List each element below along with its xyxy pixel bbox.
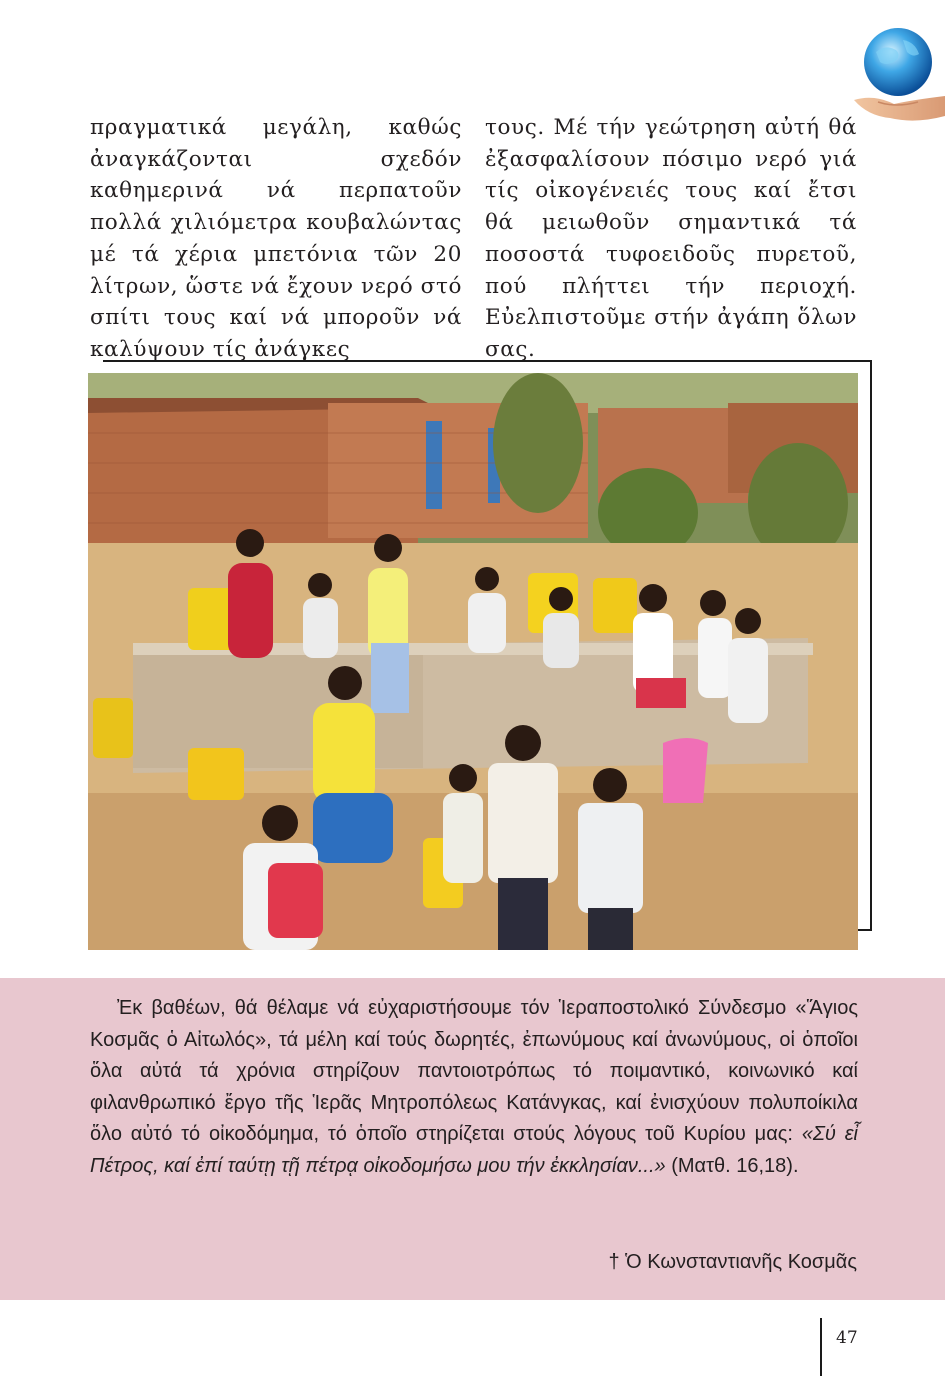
article-column-left xyxy=(90,112,462,366)
thanks-section xyxy=(90,993,858,1183)
article-column-right xyxy=(485,112,857,366)
page-number-rule xyxy=(820,1318,822,1376)
paragraph: τους. Μέ τήν γεώτρηση αὐτή θά ἐξασφαλίσουν πόσιμο νερό γιά τίς οἰκογένειές τους καί ἔτσι θά μειωθοῦν σημαντικά τά ποσοστά τυφοειδοῦς πυρετοῦ, πού πλήττει τήν περιοχή. Εὐελπιστοῦμε στήν ἀγάπη ὅλων σας. xyxy=(485,115,857,362)
globe-in-hand-icon xyxy=(848,22,945,130)
paragraph: πραγματικά μεγάλη, καθώς ἀναγκάζονται σχεδόν καθημερινά νά περπατοῦν πολλά χιλιόμετρα κουβαλώντας μέ τά χέρια μπετόνια τῶν 20 λίτρων, ὥστε νά ἔχουν νερό στό σπίτι τους καί νά μποροῦν νά καλύψουν τίς ἀνάγκες xyxy=(90,115,462,362)
thanks-paragraph xyxy=(90,993,858,1183)
page-number: 47 xyxy=(836,1328,858,1348)
water-well-children-photo xyxy=(88,373,858,950)
scripture-reference: (Ματθ. 16,18). xyxy=(665,1154,799,1177)
thanks-body: Ἐκ βαθέων, θά θέλαμε νά εὐχαριστήσουμε τόν Ἱεραποστολικό Σύνδεσμο «Ἅγιος Κοσμᾶς ὁ Αἰτωλός», τά μέλη καί τούς δωρητές, ἐπωνύμους καί ἀνωνύμους, οἱ ὁποῖοι ὅλα αὐτά τά χρόνια στηρίζουν παντοιοτρόπως τό ποιμαντικό, κοινωνικό καί φιλανθρωπικό ἔργο τῆς Ἱερᾶς Μητροπόλεως Κατάνγκας, καί ἐνισχύουν πολυποίκιλα ὅλο αὐτό τό οἰκοδόμημα, τό ὁποῖο στηρίζεται στούς λόγους τοῦ Κυρίου μας: xyxy=(90,997,858,1146)
scripture-quote: «Σύ εἶ Πέτρος, καί ἐπί ταύτῃ τῇ πέτρᾳ οἰκοδομήσω μου τήν ἐκκλησίαν...» xyxy=(90,1123,859,1177)
signature: † Ὁ Κωνσταντιανῆς Κοσμᾶς xyxy=(608,1251,857,1273)
